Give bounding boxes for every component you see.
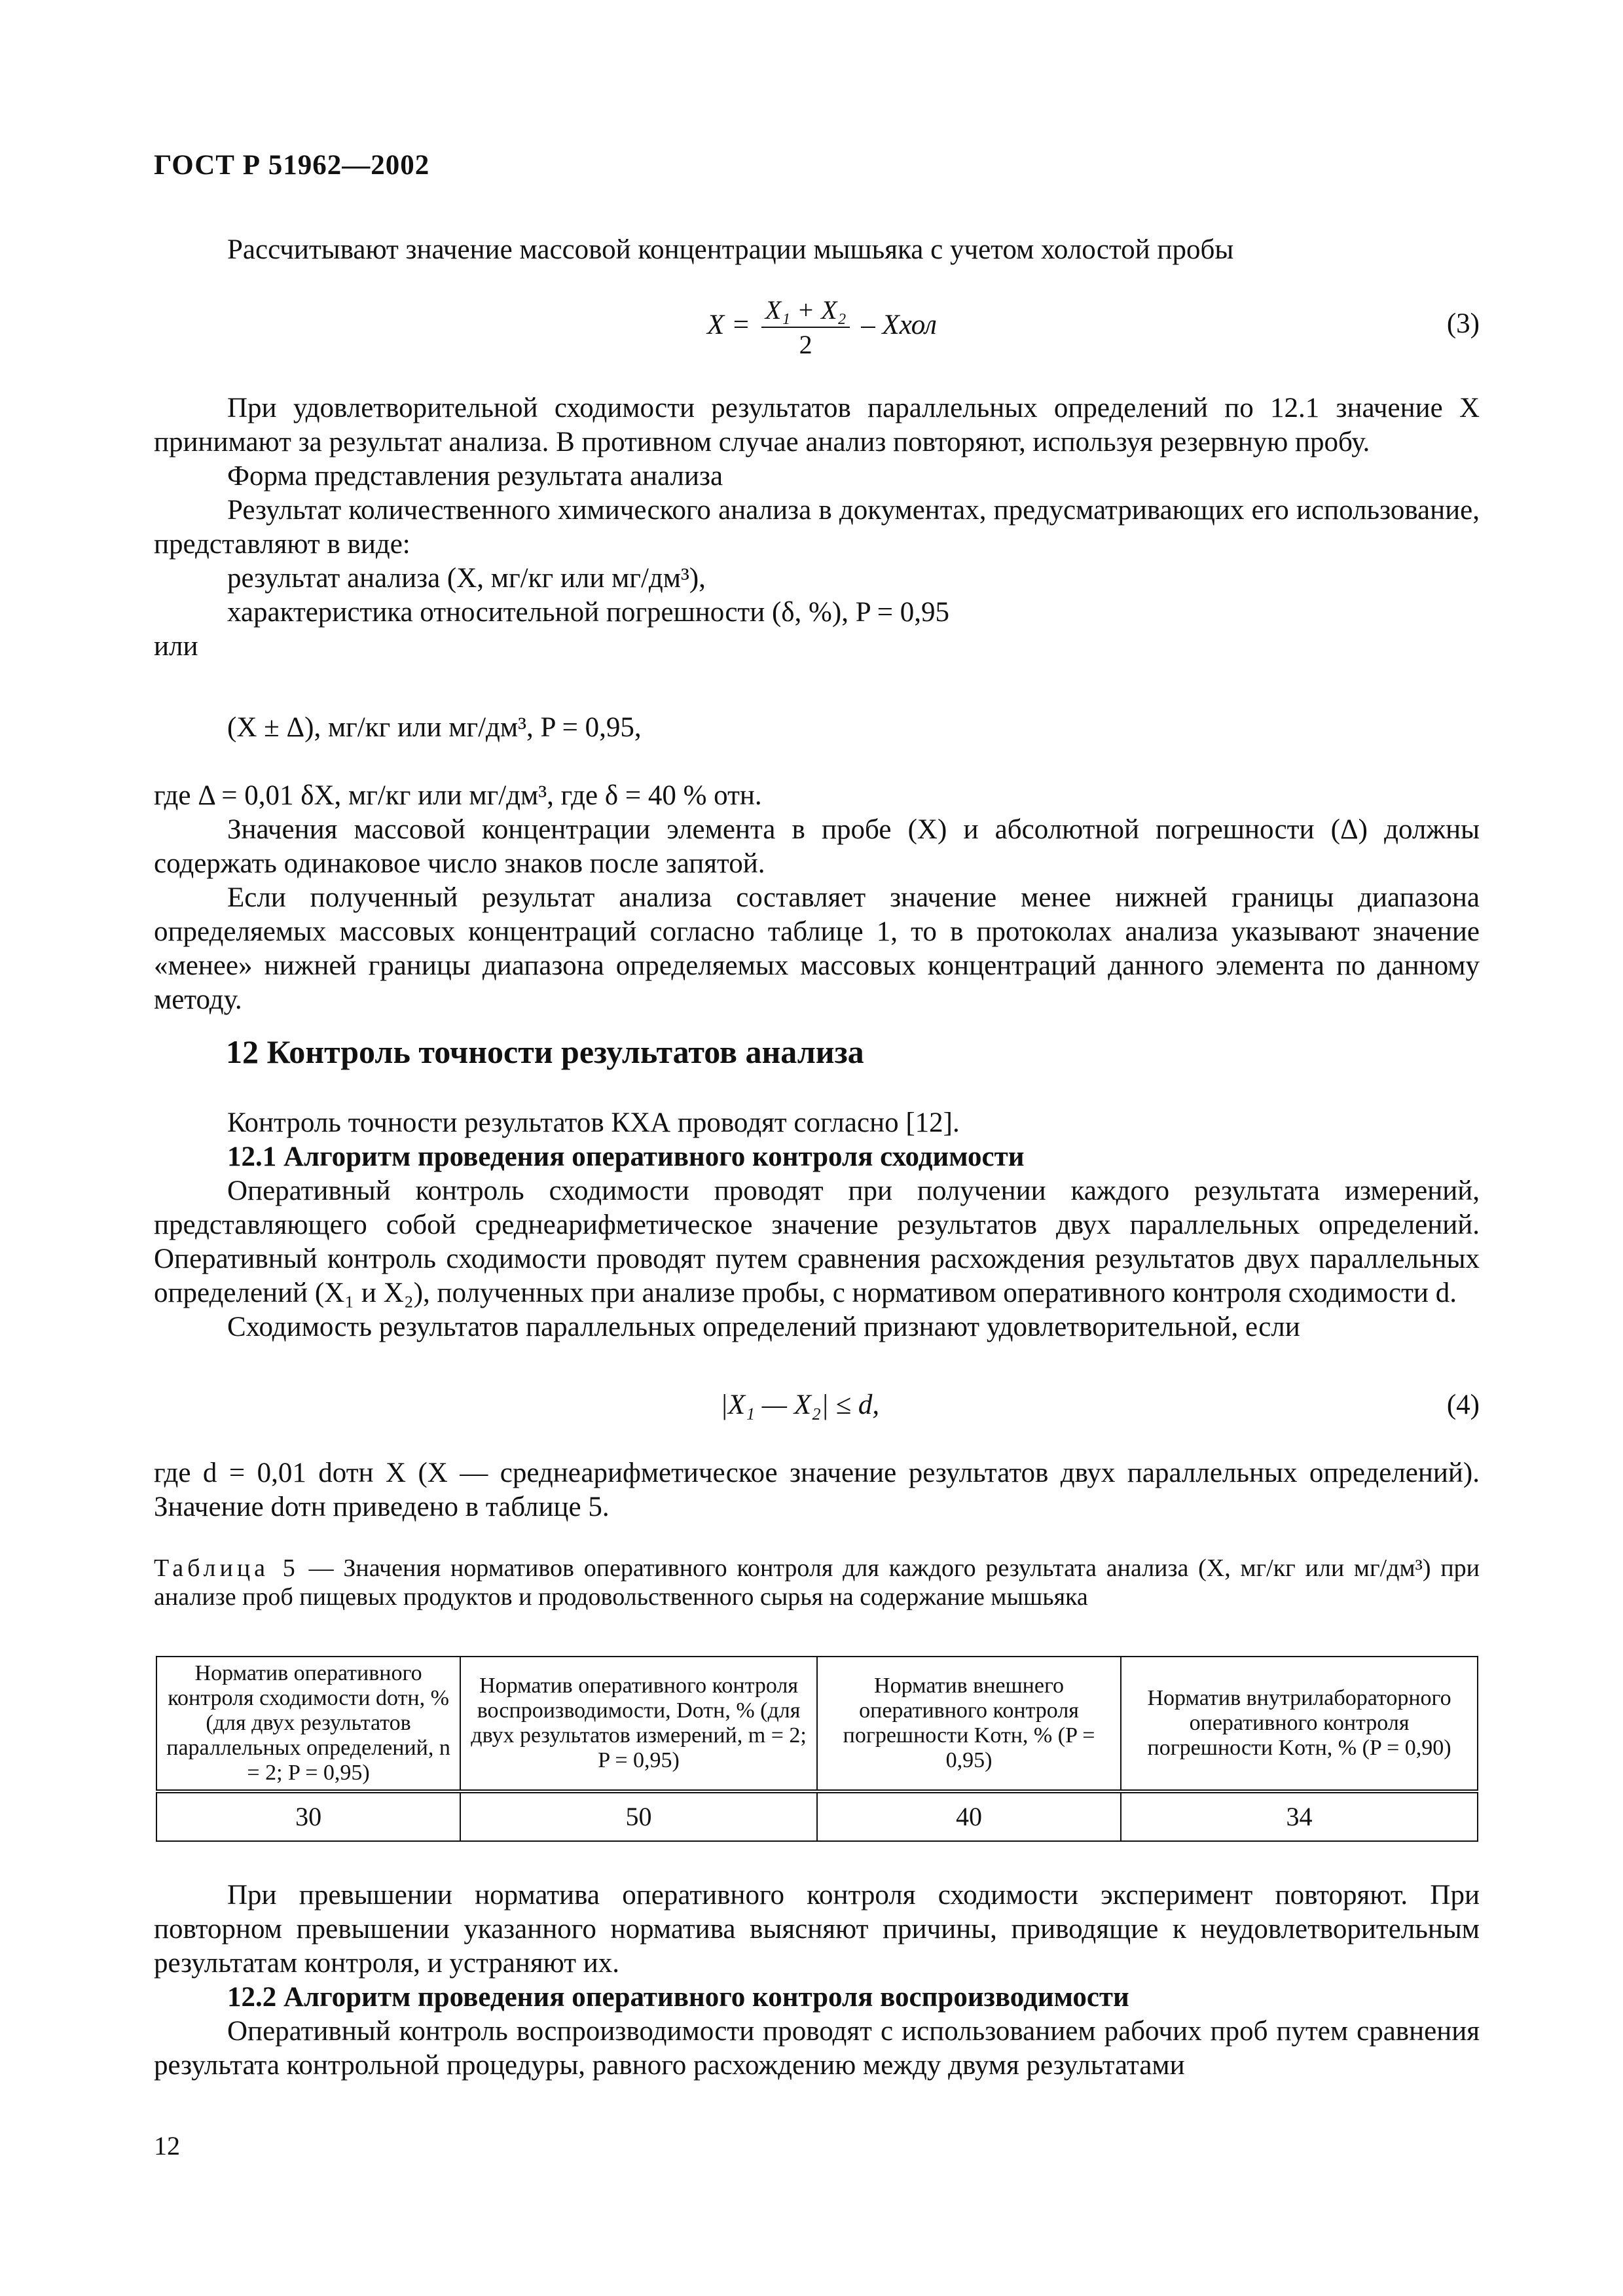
paragraph-accuracy-control: Контроль точности результатов КХА проводят согласно [12].	[227, 1107, 960, 1138]
table-header-cell: Норматив внешнего оперативного контроля погрешности Kотн, % (P = 0,95)	[817, 1657, 1121, 1791]
paragraph-block-3	[154, 1106, 1480, 1344]
table-header-cell: Норматив внутрилабораторного оперативного контроля погрешности Kотн, % (P = 0,90)	[1121, 1657, 1478, 1791]
table-header-cell: Норматив оперативного контроля сходимости dотн, % (для двух результатов параллельных определений, n = 2; P = 0,95)	[156, 1657, 460, 1791]
formula-3	[707, 295, 937, 360]
section-12-title: 12 Контроль точности результатов анализа	[226, 1033, 864, 1070]
table-5	[156, 1656, 1478, 1842]
formula-4: |X₁ — X₂| ≤ d,	[720, 1390, 880, 1420]
paragraph-convergence-control: Оперативный контроль сходимости проводят при получении каждого результата измерений, представляющего собой среднеарифметическое значение результатов двух параллельных определений. Оперативный контроль сходимости проводят путем сравнения расхождения результатов двух параллельных определений (X₁ и X₂), полученных при анализе пробы, с нормативом оперативного контроля сходимости d.	[154, 1175, 1480, 1308]
line-result-analysis: результат анализа (X, мг/кг или мг/дм³),	[227, 563, 706, 594]
formula-3-numerator: X₁ + X₂	[761, 295, 850, 328]
table-header-row	[156, 1657, 1478, 1791]
table-cell: 34	[1121, 1791, 1478, 1841]
formula-3-lhs: X =	[707, 309, 751, 340]
line-delta-definition: где Δ = 0,01 δX, мг/кг или мг/дм³, где δ = 40 % отн.	[154, 780, 762, 811]
equation-number-3: (3)	[1446, 308, 1480, 339]
subsection-12-1-title: 12.1 Алгоритм проведения оперативного контроля сходимости	[227, 1141, 1025, 1172]
paragraph-convergence-condition: Сходимость результатов параллельных определений признают удовлетворительной, если	[227, 1312, 1300, 1342]
table-5-caption	[154, 1554, 1480, 1611]
formula-3-fraction	[761, 295, 850, 360]
paragraph-result-acceptance: При удовлетворительной сходимости результатов параллельных определений по 12.1 значение X принимают за результат анализа. В противном случае анализ повторяют, используя резервную пробу.	[154, 393, 1480, 457]
page-number: 12	[154, 2131, 180, 2161]
intro-line: Рассчитывают значение массовой концентрации мышьяка с учетом холостой пробы	[227, 234, 1234, 265]
subsection-12-2-title: 12.2 Алгоритм проведения оперативного контроля воспроизводимости	[227, 1982, 1129, 2013]
table-5-caption-text: — Значения нормативов оперативного контроля для каждого результата анализа (X, мг/кг или мг/дм³) при анализе проб пищевых продуктов и продовольственного сырья на содержание мышьяка	[154, 1554, 1480, 1611]
table-row	[156, 1791, 1478, 1841]
paragraph-decimal-places: Значения массовой концентрации элемента в пробе (X) и абсолютной погрешности (Δ) должны содержать одинаковое число знаков после запятой.	[154, 814, 1480, 879]
table-header-cell: Норматив оперативного контроля воспроизводимости, Dотн, % (для двух результатов измерений, m = 2; P = 0,95)	[460, 1657, 817, 1791]
equation-number-4: (4)	[1446, 1390, 1480, 1420]
paragraph-block-2	[154, 779, 1480, 1017]
paragraph-d-definition: где d = 0,01 dотн X (X — среднеарифметическое значение результатов двух параллельных определений). Значение dотн приведено в таблице 5.	[154, 1458, 1480, 1522]
line-x-plus-minus-delta: (X ± Δ), мг/кг или мг/дм³, P = 0,95,	[227, 712, 642, 743]
paragraph-block-4	[154, 1456, 1480, 1524]
table-5-caption-label: Таблица 5	[154, 1554, 299, 1582]
table-cell: 40	[817, 1791, 1121, 1841]
table-cell: 50	[460, 1791, 817, 1841]
formula-3-denominator: 2	[799, 330, 812, 359]
paragraph-lower-limit: Если полученный результат анализа составляет значение менее нижней границы диапазона определяемых массовых концентраций согласно таблице 1, то в протоколах анализа указывают значение «менее» нижней границы диапазона определяемых массовых концентраций данного элемента по данному методу.	[154, 882, 1480, 1015]
line-or: или	[154, 631, 198, 662]
paragraph-reproducibility-control: Оперативный контроль воспроизводимости проводят с использованием рабочих проб путем сравнения результата контрольной процедуры, равного расхождению между двумя результатами	[154, 2016, 1480, 2081]
document-header: ГОСТ Р 51962—2002	[154, 150, 430, 181]
paragraph-form-title: Форма представления результата анализа	[227, 461, 723, 492]
line-relative-error: характеристика относительной погрешности (δ, %), P = 0,95	[227, 597, 950, 628]
paragraph-block-1	[154, 391, 1480, 664]
paragraph-result-presentation: Результат количественного химического анализа в документах, предусматривающих его использование, представляют в виде:	[154, 495, 1480, 560]
paragraph-exceedance: При превышении норматива оперативного контроля сходимости эксперимент повторяют. При повторном превышении указанного норматива выясняют причины, приводящие к неудовлетворительным результатам контроля, и устраняют их.	[154, 1880, 1480, 1979]
formula-3-rhs: – Xхол	[861, 309, 937, 340]
paragraph-block-5	[154, 1878, 1480, 2083]
table-cell: 30	[156, 1791, 460, 1841]
